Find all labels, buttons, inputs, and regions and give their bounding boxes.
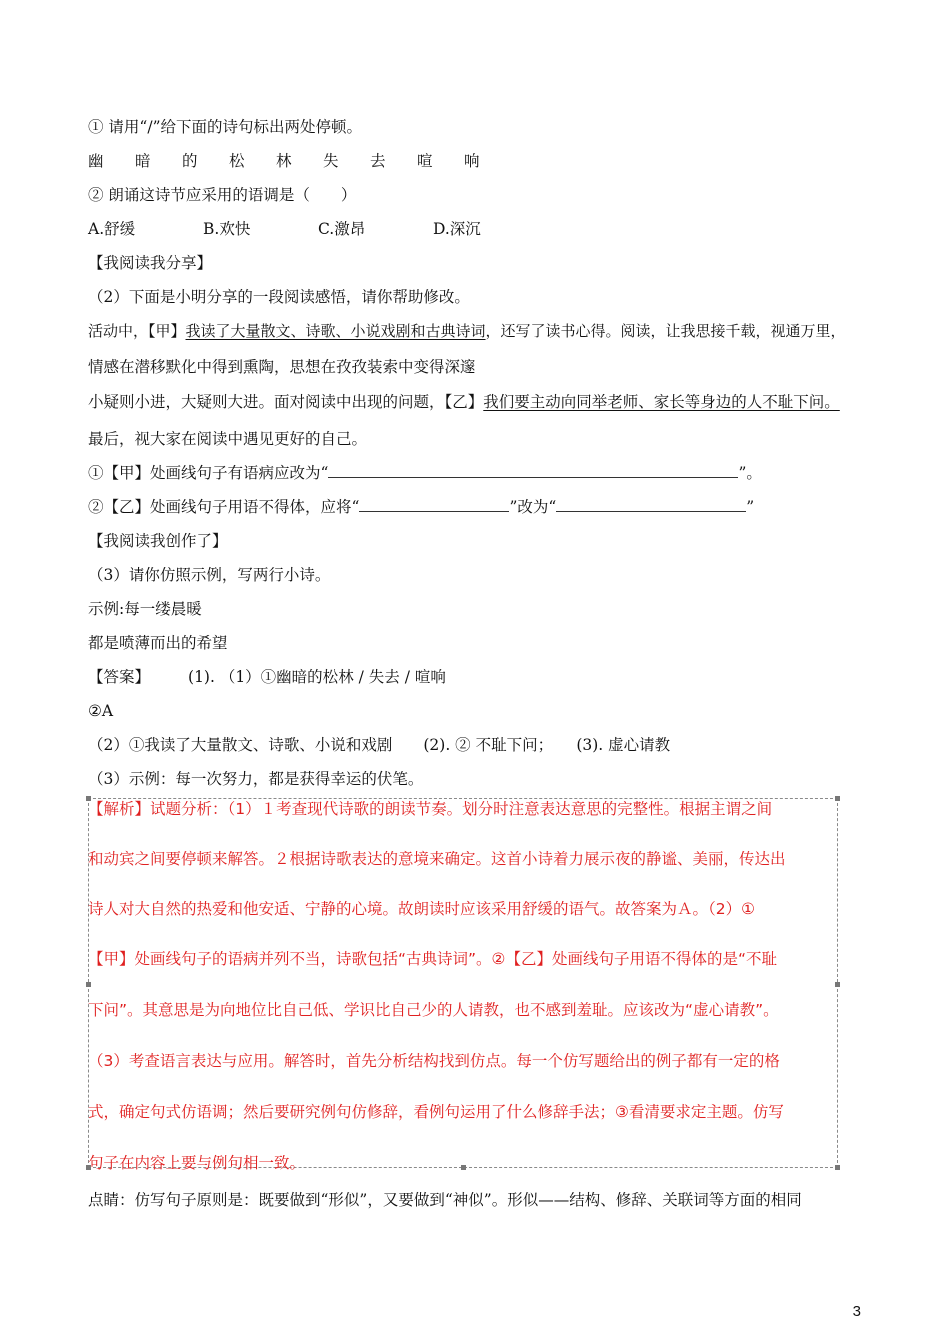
underlined-sentence-yi: 我们要主动向同举老师、家长等身边的人不耻下问。 bbox=[483, 393, 840, 411]
text-fragment: ，还写了读书心得。阅读，让我思接千载，视通万里， bbox=[485, 322, 846, 340]
answer-text: (1). （1）①幽暗的松林 / 失去 / 喧响 bbox=[188, 668, 446, 686]
answer-line-1 bbox=[88, 666, 446, 688]
analysis-line: 句子在内容上要与例句相一致。 bbox=[88, 1154, 306, 1172]
poem-char: 去 bbox=[370, 152, 386, 170]
poem-char: 的 bbox=[182, 152, 198, 170]
page-number: 3 bbox=[852, 1303, 861, 1320]
marker-yi: 【乙】 bbox=[444, 393, 484, 411]
fill-item-1 bbox=[88, 462, 762, 484]
example-line-2: 都是喷薄而出的希望 bbox=[88, 634, 228, 652]
answer-blank[interactable] bbox=[556, 497, 746, 512]
resize-handle[interactable] bbox=[86, 982, 91, 987]
example-line-1: 示例:每一缕晨暖 bbox=[88, 600, 202, 618]
poem-char: 松 bbox=[229, 152, 245, 170]
poem-char: 失 bbox=[323, 152, 339, 170]
resize-handle[interactable] bbox=[835, 796, 840, 801]
underlined-sentence-jia: 我读了大量散文、诗歌、小说戏剧和古典诗词 bbox=[185, 322, 486, 340]
text-fragment: ”改为“ bbox=[509, 498, 557, 516]
answer-line-3: （2）①我读了大量散文、诗歌、小说和戏剧 (2). ② 不耻下问； (3). 虚心请教 bbox=[88, 736, 671, 754]
analysis-line: 和动宾之间要停顿来解答。２根据诗歌表达的意境来确定。这首小诗着力展示夜的静谧、美丽，传达出 bbox=[88, 850, 786, 868]
poem-char: 幽 bbox=[88, 152, 104, 170]
analysis-line: 式，确定句式仿语调；然后要研究例句仿修辞，看例句运用了什么修辞手法；③看清要求定主题。仿写 bbox=[88, 1103, 784, 1121]
text-fragment: 小疑则小进，大疑则大进。面对阅读中出现的问题， bbox=[88, 393, 445, 411]
resize-handle[interactable] bbox=[461, 1165, 466, 1170]
create-q3: （3）请你仿照示例，写两行小诗。 bbox=[88, 566, 331, 584]
text-fragment: ”。 bbox=[738, 464, 762, 482]
q1-item2: ② 朗诵这诗节应采用的语调是（ ） bbox=[88, 186, 357, 204]
analysis-line: 【甲】处画线句子的语病并列不当，诗歌包括“古典诗词”。②【乙】处画线句子用语不得体的是“不耻 bbox=[88, 950, 777, 968]
text-fragment: 活动中， bbox=[88, 322, 149, 340]
share-paragraph-line-1 bbox=[88, 320, 846, 342]
share-q2: （2）下面是小明分享的一段阅读感悟，请你帮助修改。 bbox=[88, 288, 470, 306]
resize-handle[interactable] bbox=[835, 982, 840, 987]
analysis-line: 诗人对大自然的热爱和他安适、宁静的心境。故朗读时应该采用舒缓的语气。故答案为Ａ。（2）① bbox=[88, 900, 756, 918]
analysis-line: （3）考查语言表达与应用。解答时，首先分析结构找到仿点。每一个仿写题给出的例子都有一定的格 bbox=[88, 1052, 780, 1070]
answer-line-4: （3）示例：每一次努力，都是获得幸运的伏笔。 bbox=[88, 770, 424, 788]
poem-char: 响 bbox=[464, 152, 480, 170]
analysis-line: 【解析】试题分析：（1）１考查现代诗歌的朗读节奏。划分时注意表达意思的完整性。根据主谓之间 bbox=[88, 800, 773, 818]
text-fragment: ②【乙】处画线句子用语不得体，应将“ bbox=[88, 498, 360, 516]
share-paragraph-line-3 bbox=[88, 391, 840, 413]
q1-item1: ① 请用“/”给下面的诗句标出两处停顿。 bbox=[88, 118, 362, 136]
poem-char: 喧 bbox=[417, 152, 433, 170]
option-d: D.深沉 bbox=[433, 220, 481, 238]
share-paragraph-line-2: 情感在潜移默化中得到熏陶，思想在孜孜装索中变得深邃 bbox=[88, 358, 476, 376]
share-paragraph-line-4: 最后，视大家在阅读中遇见更好的自己。 bbox=[88, 430, 368, 448]
poem-char: 暗 bbox=[135, 152, 151, 170]
share-heading: 【我阅读我分享】 bbox=[88, 254, 213, 272]
option-c: C.激昂 bbox=[318, 220, 366, 238]
fill-item-2 bbox=[88, 496, 754, 518]
poem-char: 林 bbox=[276, 152, 292, 170]
create-heading: 【我阅读我创作了】 bbox=[88, 532, 228, 550]
answer-blank[interactable] bbox=[328, 463, 738, 478]
option-a: A.舒缓 bbox=[88, 220, 136, 238]
text-fragment: ①【甲】处画线句子有语病应改为“ bbox=[88, 464, 329, 482]
analysis-line: 下问”。其意思是为向地位比自己低、学识比自己少的人请教，也不感到羞耻。应该改为“虚心请教”。 bbox=[88, 1001, 779, 1019]
text-fragment: ” bbox=[746, 498, 755, 516]
answer-label: 【答案】 bbox=[88, 668, 151, 686]
marker-jia: 【甲】 bbox=[148, 322, 186, 340]
tip-line: 点睛：仿写句子原则是：既要做到“形似”，又要做到“神似”。形似——结构、修辞、关联词等方面的相同 bbox=[88, 1191, 802, 1209]
poem-line bbox=[88, 150, 511, 172]
resize-handle[interactable] bbox=[835, 1165, 840, 1170]
options-row bbox=[88, 218, 548, 240]
answer-line-2: ②A bbox=[88, 702, 114, 720]
option-b: B.欢快 bbox=[203, 220, 251, 238]
answer-blank[interactable] bbox=[359, 497, 509, 512]
